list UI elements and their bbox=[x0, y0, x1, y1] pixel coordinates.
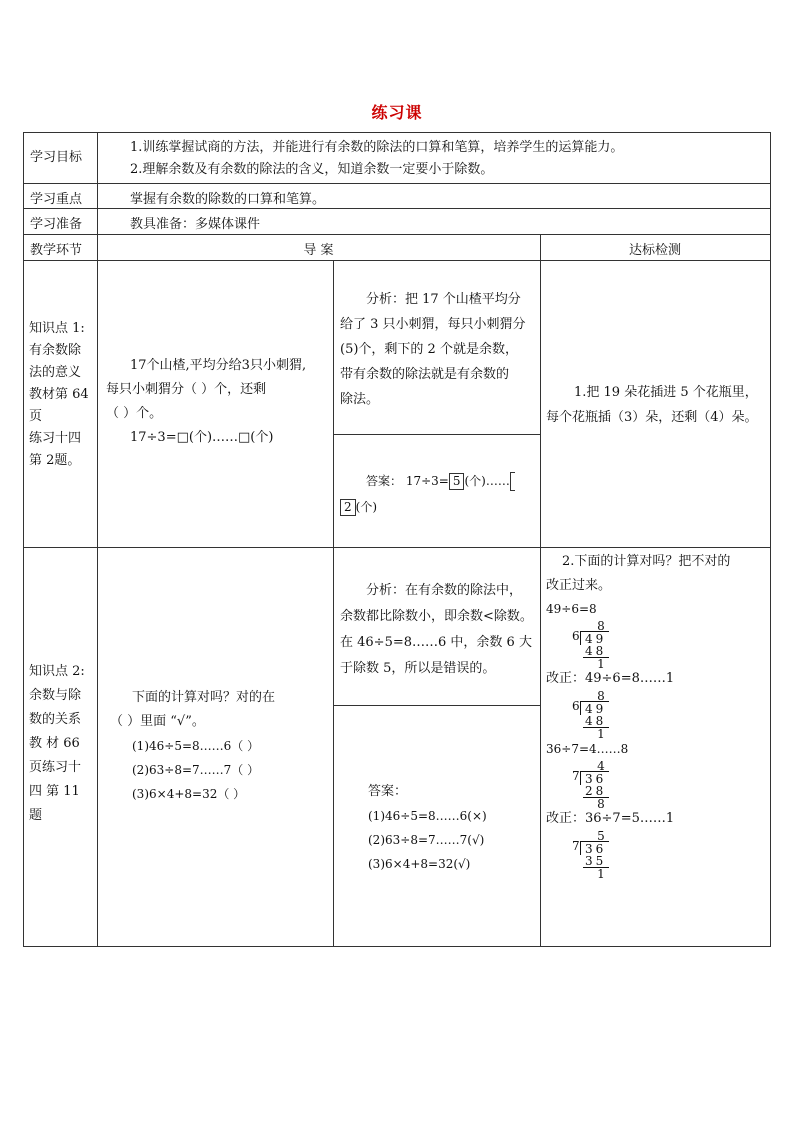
page-title: 练习课 bbox=[371, 103, 423, 122]
long-division-2: 8 6 49 48 1 bbox=[572, 690, 632, 730]
key-label: 学习重点 bbox=[30, 192, 83, 207]
header-check: 达标检测 bbox=[628, 243, 681, 258]
answer-remainder-box: 2 bbox=[340, 499, 356, 516]
check-problem-1: 49÷6=8 bbox=[546, 602, 597, 616]
section1-analysis: 分析：把 17 个山楂平均分 给了 3 只小刺猬，每只小刺猬分 (5)个，剩下的 2 个就是余数， 带有余数的除法就是有余数的 除法。 bbox=[340, 292, 526, 407]
answer-quotient-box: 5 bbox=[449, 473, 465, 490]
check-fix-2: 改正：36÷7=5……1 bbox=[546, 811, 675, 826]
section2-guide: 下面的计算对吗？对的在 （ ）里面 “√”。 (1)46÷5=8……6（ ） (2)63÷8=7……7（ ） (3)6×4+8=32（ ） bbox=[110, 690, 276, 801]
section2-label: 知识点 2: 余数与除 数的关系 教 材 66 页练习十 四 第 11 题 bbox=[29, 664, 85, 823]
key-text: 掌握有余数的除数的口算和笔算。 bbox=[130, 192, 326, 207]
section2-answer: 答案： (1)46÷5=8……6(×) (2)63÷8=7……7(√) (3)6×4+8=32(√) bbox=[368, 784, 487, 871]
long-division-3: 4 7 36 28 8 bbox=[572, 760, 632, 800]
check-problem-2: 36÷7=4……8 bbox=[546, 742, 629, 756]
header-stage: 教学环节 bbox=[30, 243, 83, 258]
long-division-1: 8 6 49 48 1 bbox=[572, 620, 632, 660]
goal-item-1: 1.训练掌握试商的方法，并能进行有余数的除法的口算和笔算，培养学生的运算能力。 bbox=[130, 140, 624, 155]
long-division-4: 5 7 36 35 1 bbox=[572, 830, 632, 870]
prep-label: 学习准备 bbox=[30, 217, 83, 232]
prep-text: 教具准备：多媒体课件 bbox=[130, 217, 261, 232]
section2-analysis: 分析：在有余数的除法中， 余数都比除数小，即余数<除数。 在 46÷5=8……6 中，余数 6 大 于除数 5，所以是错误的。 bbox=[340, 583, 533, 676]
goal-item-2: 2.理解余数及有余数的除法的含义，知道余数一定要小于除数。 bbox=[130, 162, 494, 177]
section2-check: 2.下面的计算对吗？把不对的 改正过来。 49÷6=8 8 6 49 48 1 改正：49÷6=8……1 8 6 49 48 1 36÷7=4……8 4 7 36 28 8 改正：36÷7=5……1 5 7 36 35 1 bbox=[546, 550, 768, 870]
section1-guide: 17个山楂,平均分给3只小刺猬, 每只小刺猬分（ ）个，还剩 （ ）个。 17÷3=□(个)……□(个) bbox=[106, 358, 307, 445]
goal-text bbox=[130, 137, 766, 181]
section1-answer: 答案： 17÷3= 5 (个)…… 2 (个) bbox=[340, 468, 538, 520]
section1-check: 1.把 19 朵花插进 5 个花瓶里， 每个花瓶插（3）朵，还剩（4）朵。 bbox=[546, 385, 758, 425]
goal-label: 学习目标 bbox=[30, 150, 83, 165]
section1-label: 知识点 1: 有余数除 法的意义 教材第 64 页 练习十四 第 2题。 bbox=[29, 321, 89, 468]
header-guide: 导 案 bbox=[303, 243, 334, 258]
check-fix-1: 改正：49÷6=8……1 bbox=[546, 671, 675, 686]
